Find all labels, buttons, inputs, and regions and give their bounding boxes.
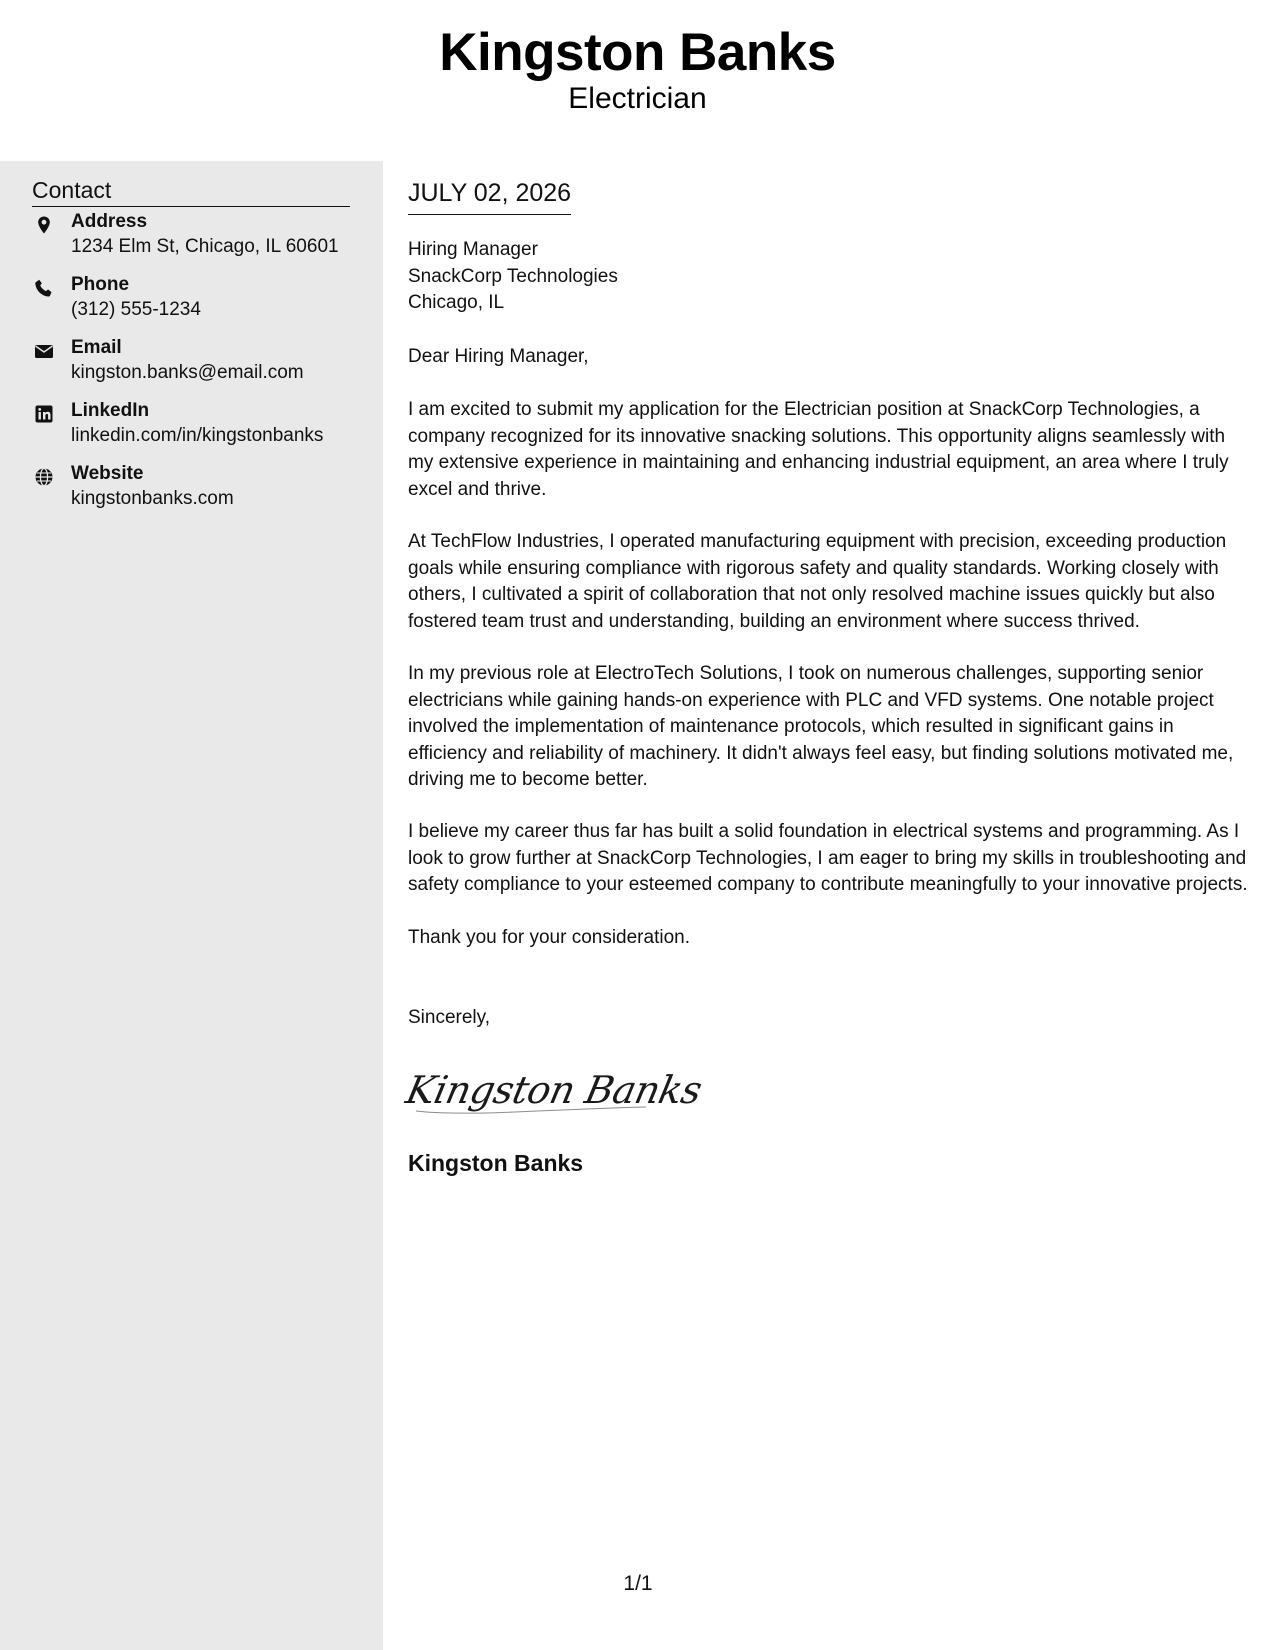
letter-header bbox=[0, 0, 1275, 160]
page-number: 1/1 bbox=[623, 1572, 653, 1595]
letter-date: JULY 02, 2026 bbox=[408, 177, 571, 215]
contact-value: (312) 555-1234 bbox=[71, 299, 201, 320]
salutation: Dear Hiring Manager, bbox=[408, 346, 589, 367]
body-paragraph: I am excited to submit my application for the Electrician position at SnackCorp Technologies, a company recognized for its innovative snacking solutions. This opportunity aligns seamlessly with my extensive experience in maintaining and enhancing industrial equipment, an area where I truly excel and thrive. bbox=[408, 399, 1229, 500]
body-paragraph: At TechFlow Industries, I operated manufacturing equipment with precision, exceeding production goals while ensuring compliance with rigorous safety and quality standards. Working closely with others, I cultivated a spirit of collaboration that not only resolved machine issues quickly but also fostered team trust and understanding, building an environment where success thrived. bbox=[408, 531, 1227, 632]
recipient-line: SnackCorp Technologies bbox=[408, 265, 618, 287]
contact-value: kingstonbanks.com bbox=[71, 488, 234, 509]
signer-name: Kingston Banks bbox=[408, 1150, 584, 1176]
phone-icon bbox=[34, 278, 54, 298]
contact-phone bbox=[32, 272, 372, 328]
contact-heading: Contact bbox=[32, 175, 350, 207]
svg-text:Kingston Banks: Kingston Banks bbox=[402, 1068, 706, 1113]
map-pin-icon bbox=[34, 215, 54, 235]
contact-label: Email bbox=[71, 337, 122, 358]
contact-linkedin bbox=[32, 398, 372, 454]
contact-website bbox=[32, 461, 372, 517]
envelope-icon bbox=[34, 341, 54, 361]
applicant-title: Electrician bbox=[568, 82, 707, 115]
globe-icon bbox=[34, 467, 54, 487]
contact-address bbox=[32, 209, 372, 265]
applicant-name: Kingston Banks bbox=[439, 23, 836, 82]
body-paragraph: I believe my career thus far has built a solid foundation in electrical systems and programming. As I look to grow further at SnackCorp Technologies, I am eager to bring my skills in troubleshooting and safety compliance to your esteemed company to contribute meaningfully to your innovative projects. bbox=[408, 821, 1248, 895]
closing: Sincerely, bbox=[408, 1007, 491, 1028]
body-paragraph: In my previous role at ElectroTech Solutions, I took on numerous challenges, supporting senior electricians while gaining hands-on experience with PLC and VFD systems. One notable project involved the implementation of maintenance protocols, which resulted in significant gains in efficiency and reliability of machinery. It didn't always feel easy, but finding solutions motivated me, driving me to become better. bbox=[408, 663, 1234, 790]
contact-label: Website bbox=[71, 463, 144, 484]
recipient-block bbox=[408, 237, 618, 317]
contact-label: LinkedIn bbox=[71, 400, 150, 421]
contact-sidebar bbox=[0, 161, 383, 1650]
contact-label: Phone bbox=[71, 274, 130, 295]
linkedin-icon bbox=[34, 404, 54, 424]
recipient-line: Hiring Manager bbox=[408, 239, 538, 260]
contact-value: kingston.banks@email.com bbox=[71, 362, 304, 383]
contact-value: linkedin.com/in/kingstonbanks bbox=[71, 425, 324, 446]
contact-label: Address bbox=[71, 211, 148, 232]
handwritten-signature bbox=[402, 1057, 706, 1127]
thank-you-line: Thank you for your consideration. bbox=[408, 927, 690, 948]
recipient-line: Chicago, IL bbox=[408, 292, 505, 313]
contact-email bbox=[32, 335, 372, 391]
contact-value: 1234 Elm St, Chicago, IL 60601 bbox=[71, 236, 339, 257]
